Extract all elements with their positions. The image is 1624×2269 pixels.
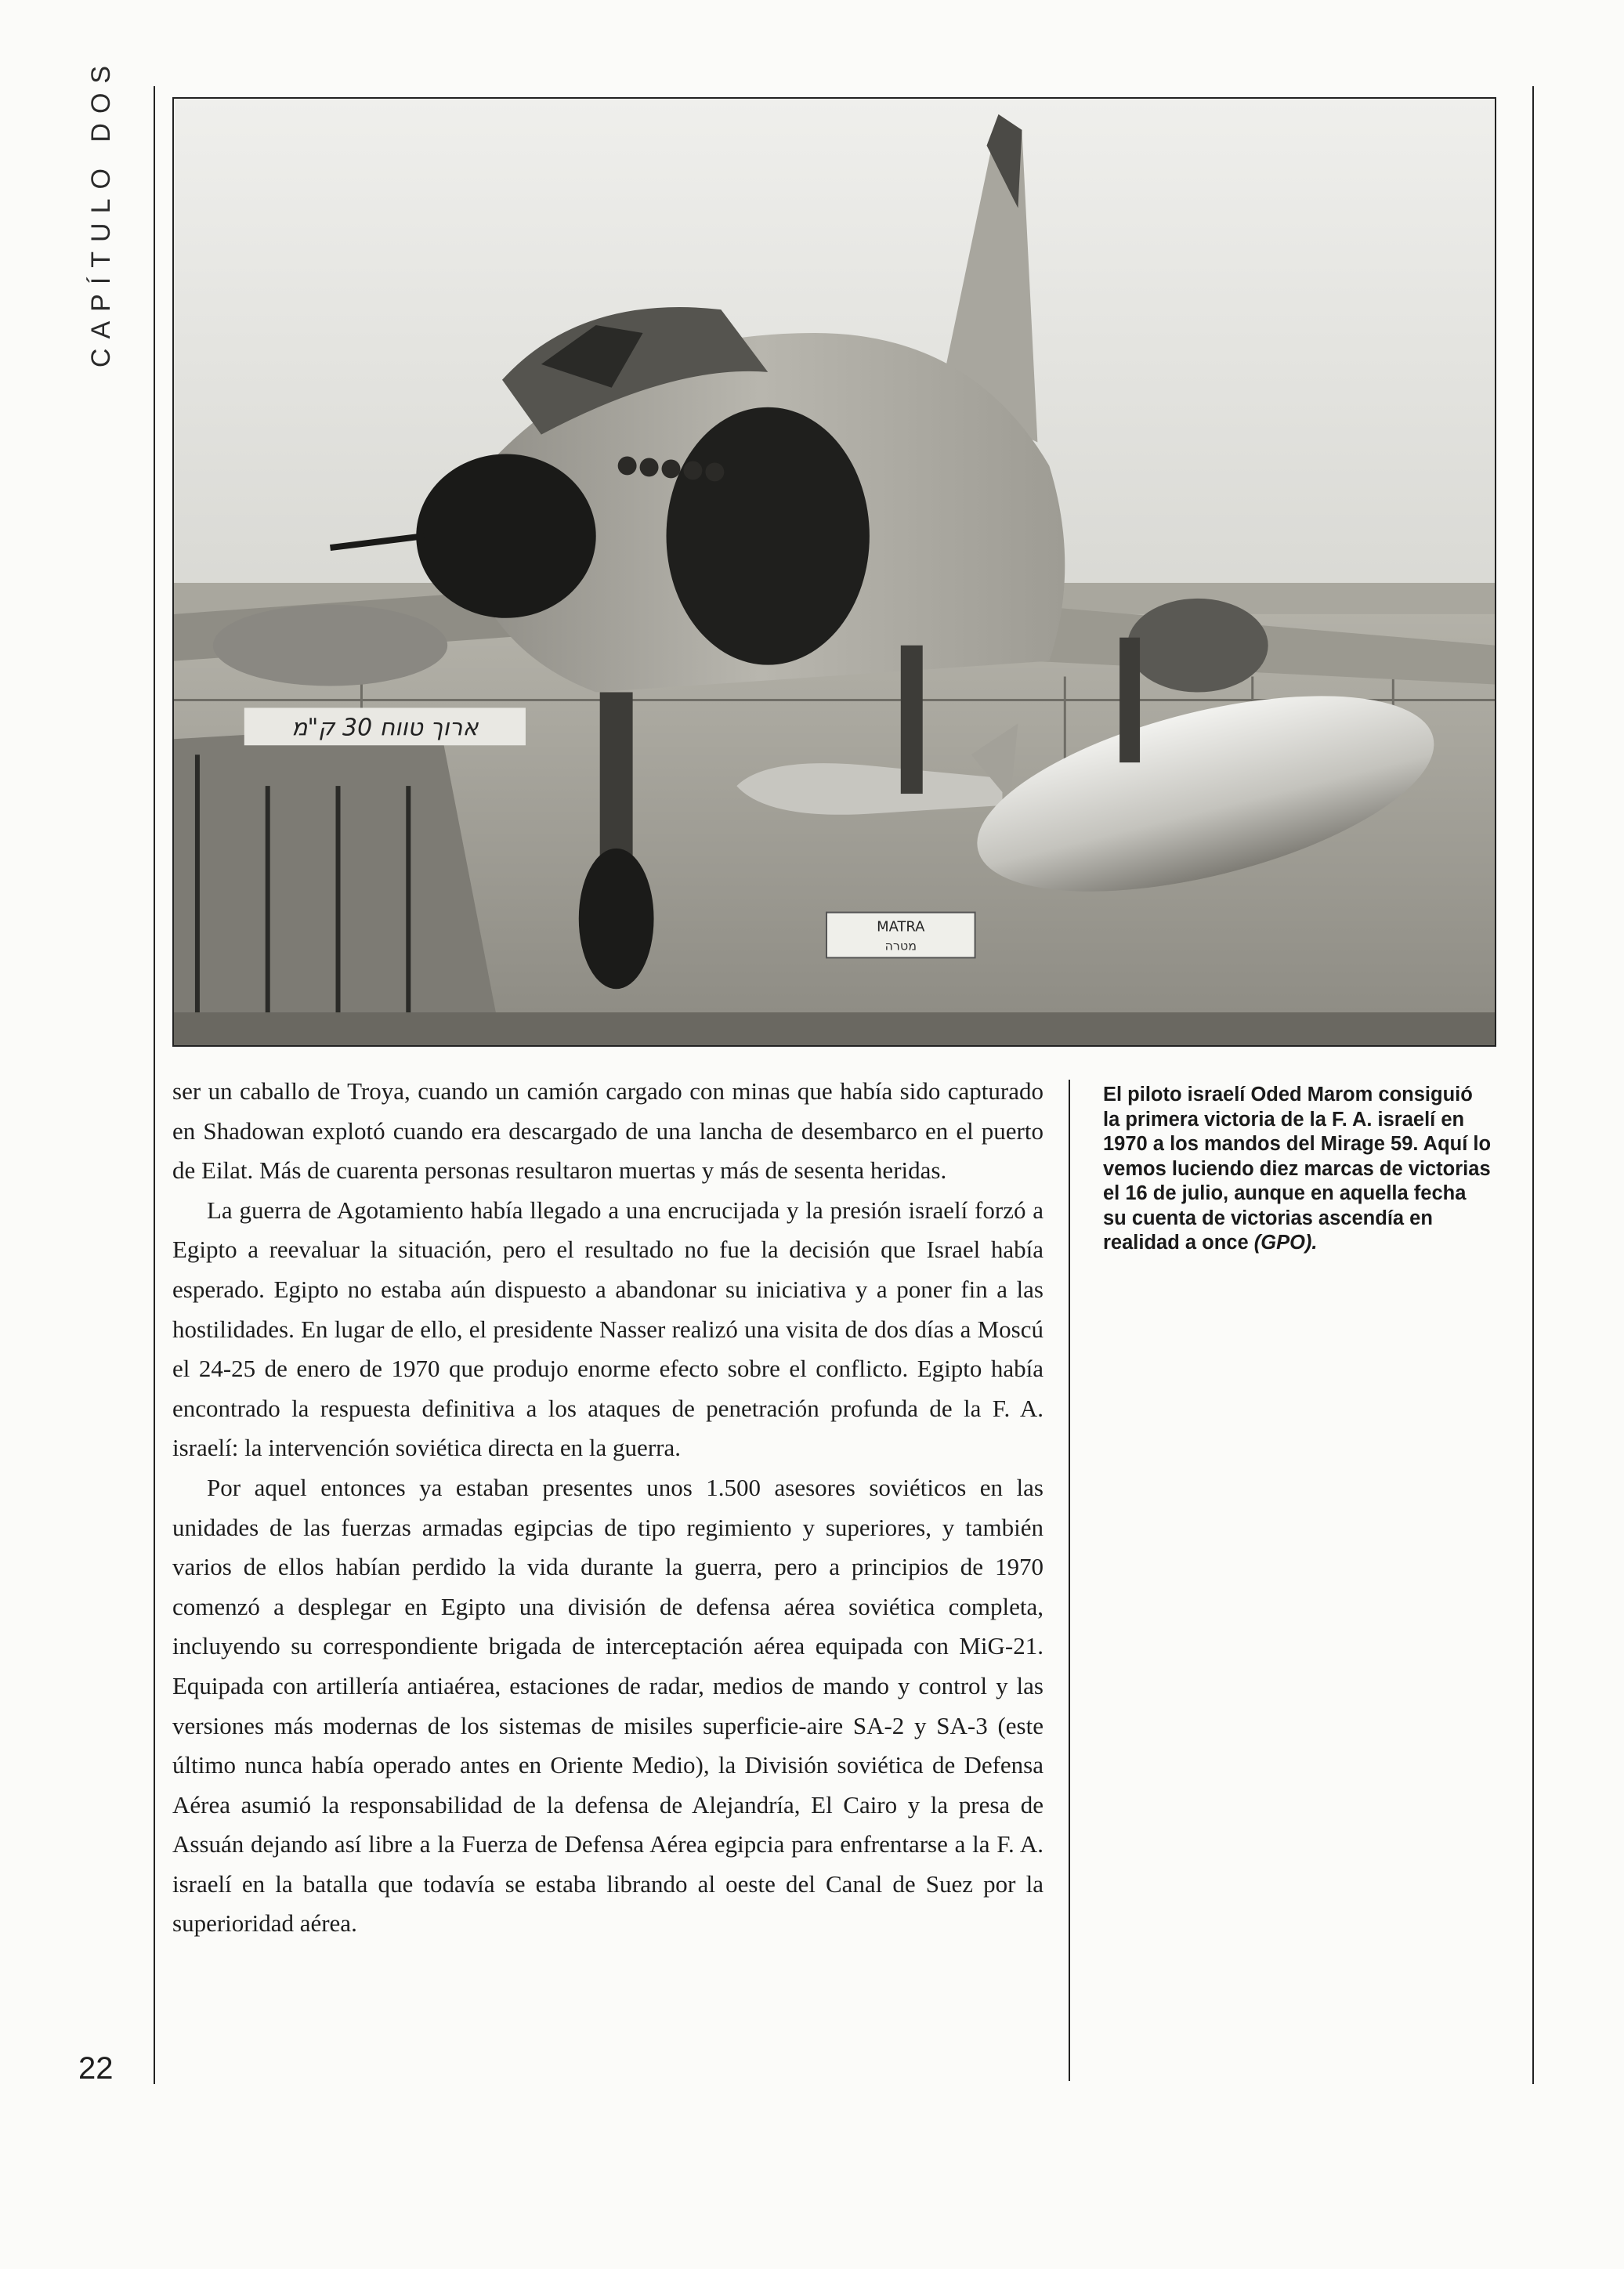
caption-column-rule: [1069, 1080, 1070, 2081]
chapter-label: [78, 56, 125, 367]
photo-caption: [1103, 1083, 1495, 1256]
caption-text: El piloto israelí Oded Marom consiguió la primera victoria de la F. A. israelí en 1970 a los mandos del Mirage 59. Aquí lo vemos luciendo diez marcas de victorias el 16 de julio, aunque en aquella fecha su cuenta de victorias ascendía en realidad a once: [1103, 1084, 1492, 1254]
body-paragraph: ser un caballo de Troya, cuando un camión cargado con minas que había sido capturado en Shadowan explotó cuando era descargado de una lancha de desembarco en el puerto de Eilat. Más de cuarenta personas resultaron muertas y más de sesenta heridas.: [172, 1077, 1043, 1185]
placard-title: MATRA: [877, 918, 925, 935]
body-paragraph: Por aquel entonces ya estaban presentes unos 1.500 asesores soviéticos en las unidades de las fuerzas armadas egipcias de tipo regimiento y superiores, y también varios de ellos habían perdido la vida durante la guerra, pero a principios de 1970 comenzó a desplegar en Egipto una división de defensa aérea soviética completa, incluyendo su correspondiente brigada de interceptación aérea equipada con MiG-21. Equipada con artillería antiaérea, estaciones de radar, medios de mando y control y las versiones más modernas de los sistemas de misiles superficie-aire SA-2 y SA-3 (este último nunca había operado antes en Oriente Medio), la División soviética de Defensa Aérea asumió la responsabilidad de la defensa de Alejandría, El Cairo y la presa de Assuán dejando así libre a la Fuerza de Defensa Aérea egipcia para enfrentarse a la F. A. israelí en la batalla que todavía se estaba librando al oeste del Canal de Suez por la superioridad aérea.: [172, 1473, 1043, 1938]
placard-subtitle: מטרה: [884, 938, 917, 954]
page-number: 22: [78, 2051, 114, 2086]
left-column-rule: [154, 86, 155, 2084]
right-margin-rule: [1532, 86, 1534, 2084]
aircraft-photo: [172, 97, 1496, 1047]
chapter-label-text: CAPÍTULO DOS: [86, 56, 117, 367]
caption-credit: (GPO).: [1253, 1232, 1318, 1254]
body-text: [172, 1072, 1043, 1944]
mirage-jet-illustration: [174, 99, 1495, 1045]
body-paragraph: La guerra de Agotamiento había llegado a una encrucijada y la presión israelí forzó a Egipto a reevaluar la situación, pero el resultado no fue la decisión que Israel había esperado. Egipto no estaba aún dispuesto a abandonar su iniciativa y a poner fin a las hostilidades. En lugar de ello, el presidente Nasser realizó una visita de dos días a Moscú el 24-25 de enero de 1970 que produjo enorme efecto sobre el conflicto. Egipto había encontrado la respuesta definitiva a los ataques de penetración profunda de la F. A. israelí: la intervención soviética directa en la guerra.: [172, 1196, 1043, 1462]
display-sign-text: ארוך טווח 30 ק"מ: [291, 714, 479, 742]
